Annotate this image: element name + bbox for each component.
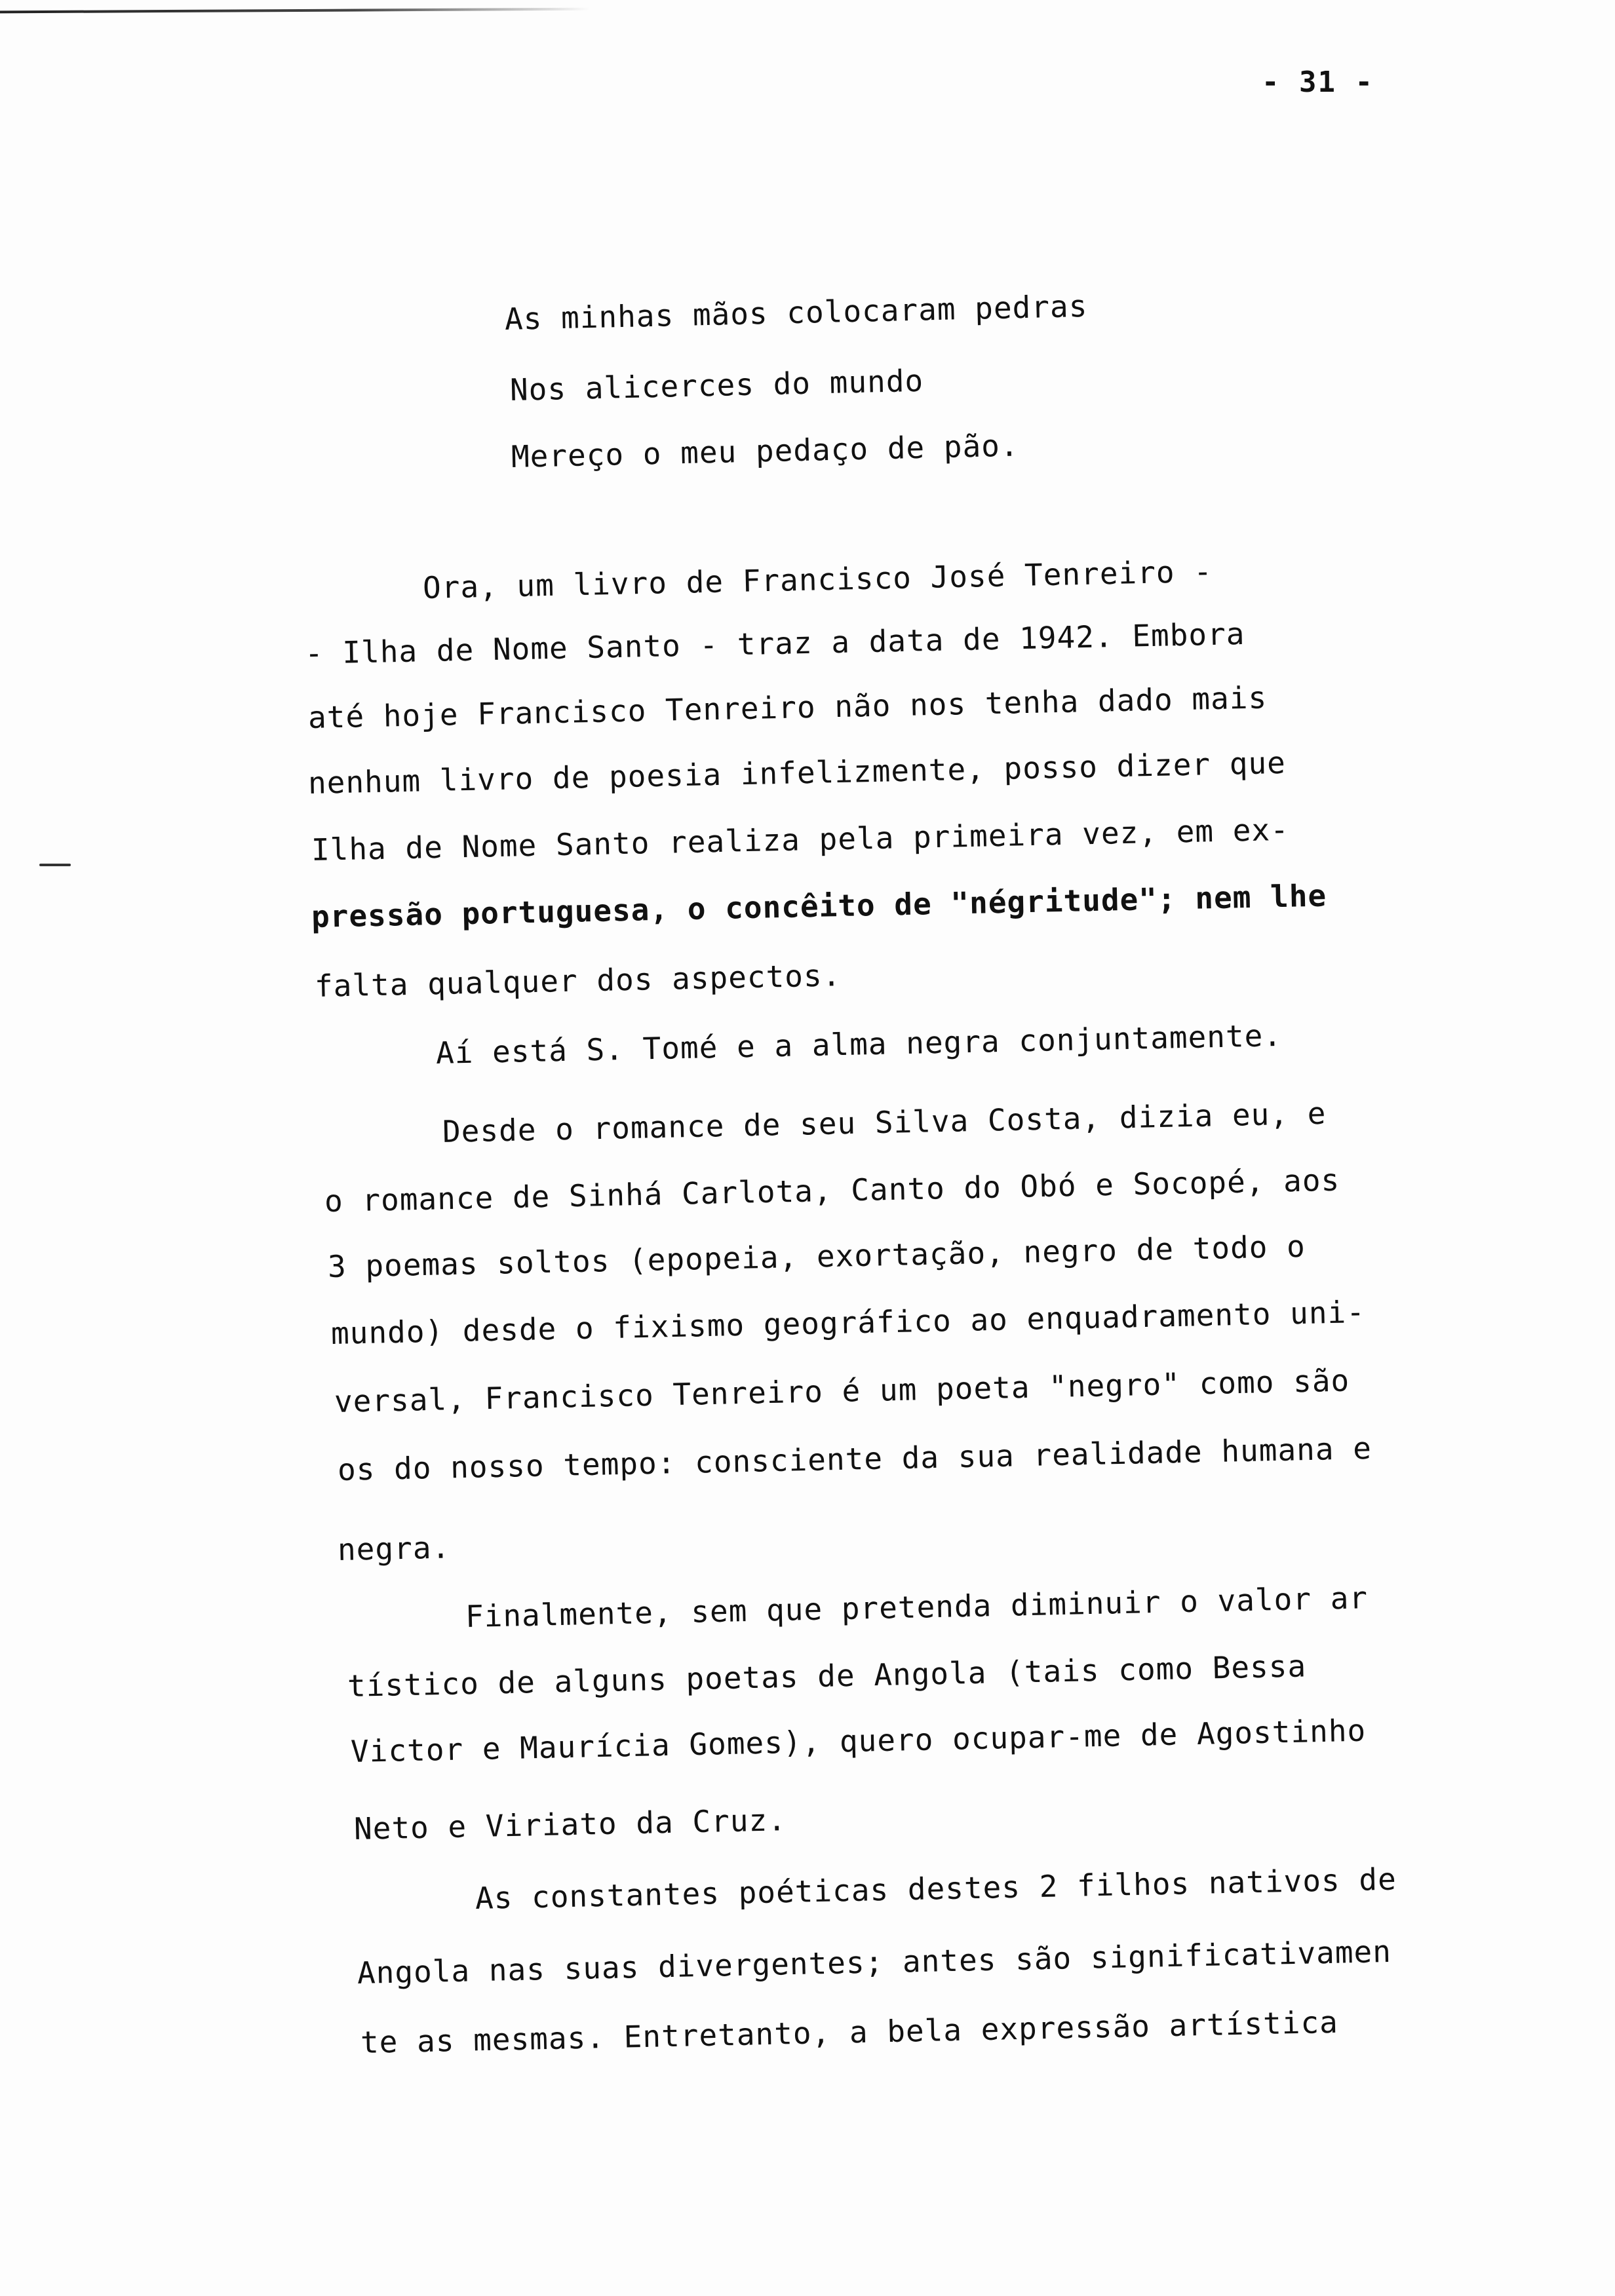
paragraph-line: Victor e Maurícia Gomes), quero ocupar-me de Agostinho [350, 1712, 1367, 1769]
paragraph-line: te as mesmas. Entretanto, a bela expressão artística [360, 2004, 1339, 2060]
paragraph-line: falta qualquer dos aspectos. [314, 957, 842, 1004]
paragraph-line: o romance de Sinhá Carlota, Canto do Obó e Socopé, aos [324, 1162, 1340, 1219]
verse-line: Mereço o meu pedaço de pão. [511, 427, 1020, 474]
paragraph-line: Neto e Viriato da Cruz. [353, 1802, 787, 1846]
paragraph-line: Finalmente, sem que pretenda diminuir o valor ar [465, 1580, 1369, 1634]
verse-line: Nos alicerces do mundo [509, 362, 924, 408]
paragraph-line: Desde o romance de seu Silva Costa, dizia eu, e [442, 1095, 1327, 1149]
page-number: - 31 - [1262, 66, 1374, 99]
paragraph-line: os do nosso tempo: consciente da sua realidade humana e [337, 1430, 1372, 1487]
paragraph-line: até hoje Francisco Tenreiro não nos tenha dado mais [307, 679, 1268, 735]
paragraph-line: 3 poemas soltos (epopeia, exortação, negro de todo o [327, 1228, 1306, 1284]
verse-line: As minhas mãos colocaram pedras [504, 288, 1088, 337]
paragraph-line: pressão portuguesa, o concêito de "négritude"; nem lhe [311, 877, 1327, 934]
paragraph-line: tístico de alguns poetas de Angola (tais como Bessa [347, 1648, 1307, 1704]
paragraph-line: Ora, um livro de Francisco José Tenreiro - [422, 553, 1213, 605]
paragraph-line: negra. [337, 1529, 451, 1567]
margin-mark [39, 864, 71, 866]
paragraph-line: mundo) desde o fixismo geográfico ao enquadramento uni- [330, 1293, 1366, 1351]
paragraph-line: versal, Francisco Tenreiro é um poeta "negro" como são [334, 1362, 1350, 1419]
paragraph-line: nenhum livro de poesia infelizmente, posso dizer que [307, 744, 1287, 801]
paragraph-line: - Ilha de Nome Santo - traz a data de 1942. Embora [304, 615, 1245, 671]
paragraph-line: Ilha de Nome Santo realiza pela primeira vez, em ex- [311, 811, 1290, 868]
paragraph-line: As constantes poéticas destes 2 filhos nativos de [475, 1861, 1397, 1916]
paragraph-line: Aí está S. Tomé e a alma negra conjuntamente. [435, 1017, 1283, 1071]
scan-edge-line [0, 8, 590, 14]
paragraph-line: Angola nas suas divergentes; antes são significativamen [357, 1933, 1392, 1991]
